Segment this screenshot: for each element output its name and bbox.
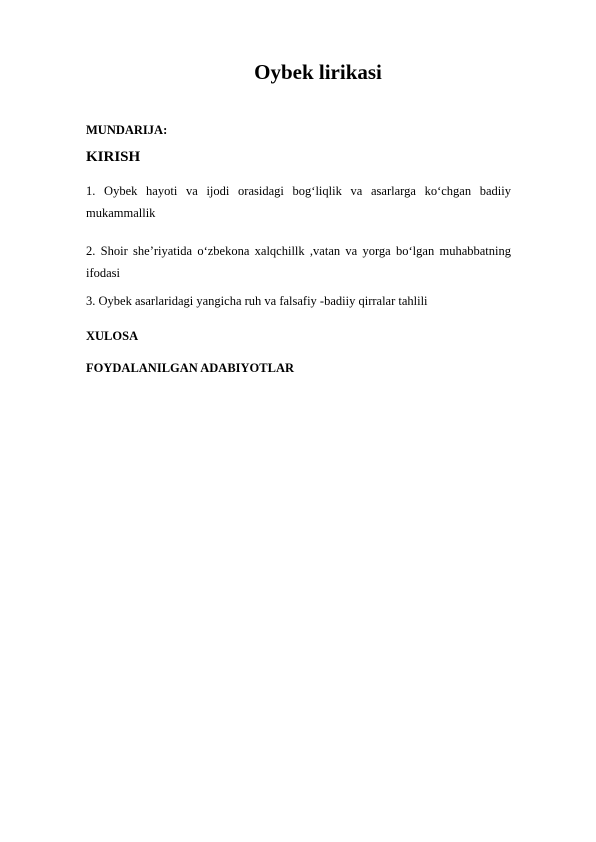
contents-heading: MUNDARIJA: (86, 123, 168, 137)
toc-item-3: 3. Oybek asarlaridagi yangicha ruh va falsafiy -badiiy qirralar tahlili (86, 294, 428, 308)
page-title: Oybek lirikasi (254, 60, 382, 84)
toc-conclusion: XULOSA (86, 329, 139, 343)
toc-item-2: 2. Shoir she’riyatida o‘zbekona xalqchillk ,vatan va yorga bo‘lgan muhabbatning ifodasi (86, 244, 511, 280)
toc-item-1: 1. Oybek hayoti va ijodi orasidagi bog‘liqlik va asarlarga ko‘chgan badiiy mukammallik (86, 184, 511, 220)
toc-references: FOYDALANILGAN ADABIYOTLAR (86, 361, 295, 375)
toc-intro: KIRISH (86, 149, 141, 165)
